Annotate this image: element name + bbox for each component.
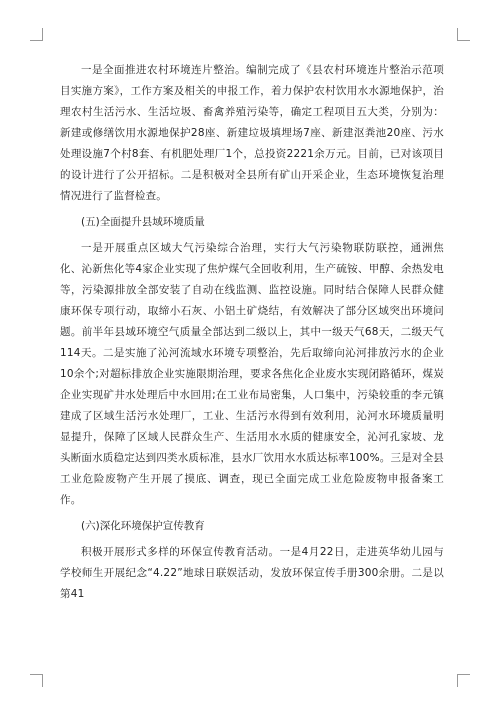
- crop-mark-bottom-right: [457, 674, 470, 687]
- paragraph-publicity-education: 积极开展形式多样的环保宣传教育活动。一是4月22日，走进英华幼儿园与学校师生开展纪念“4.22”地球日联娱活动，发放环保宣传手册300余册。二是以第41: [60, 546, 444, 600]
- paragraph-rural-environment: 一是全面推进农村环境连片整治。编制完成了《县农村环境连片整治示范项目实施方案》，工作方案及相关的申报工作，着力保护农村饮用水水源地保护，治理农村生活污水、生活垃圾、畜禽养殖污染等，确定工程项目五大类，分别为：新建或修缮饮用水源地保护28座、新建垃圾填埋场7座、新建沤粪池20座、污水处理设施7个村8套、有机肥处理厂1个，总投资2221余万元。目前，已对该项目的设计进行了公开招标。二是积极对全县所有矿山开采企业，生态环境恢复治理情况进行了监督检查。: [60, 64, 444, 202]
- document-body: [60, 60, 444, 700]
- section-heading-6: (六)深化环境保护宣传教育: [81, 520, 205, 532]
- paragraph-county-environment-quality: 一是开展重点区域大气污染综合治理，实行大气污染物联防联控，通洲焦化、沁新焦化等4家企业实现了焦炉煤气全回收利用，生产硫铵、甲醇、余热发电等，污染源排放全部安装了自动在线监测、监控设施。同时结合保障人民群众健康环保专项行动，取缔小石灰、小铝土矿烧结，有效解决了部分区域突出环境问题。前半年县域环境空气质量全部达到二级以上，其中一级天气68天，二级天气114天。二是实施了沁河流域水环境专项整治，先后取缔向沁河排放污水的企业10余个;对超标排放企业实施限期治理，要求各焦化企业废水实现闭路循环，煤炭企业实现矿井水处理后中水回用;在工业布局密集，人口集中，污染较重的李元镇建成了区域生活污水处理厂，工业、生活污水得到有效利用，沁河水环境质量明显提升，保障了区域人民群众生产、生活用水水质的健康安全，沁河孔家坡、龙头断面水质稳定达到四类水质标准，县水厂饮用水水质达标率100%。三是对全县工业危险废物产生开展了摸底、调查，现已全面完成工业危险废物申报备案工作。: [60, 242, 444, 506]
- crop-mark-top-left: [30, 28, 43, 41]
- crop-mark-top-right: [457, 28, 470, 41]
- crop-mark-bottom-left: [30, 674, 43, 687]
- section-heading-5: (五)全面提升县域环境质量: [81, 216, 205, 228]
